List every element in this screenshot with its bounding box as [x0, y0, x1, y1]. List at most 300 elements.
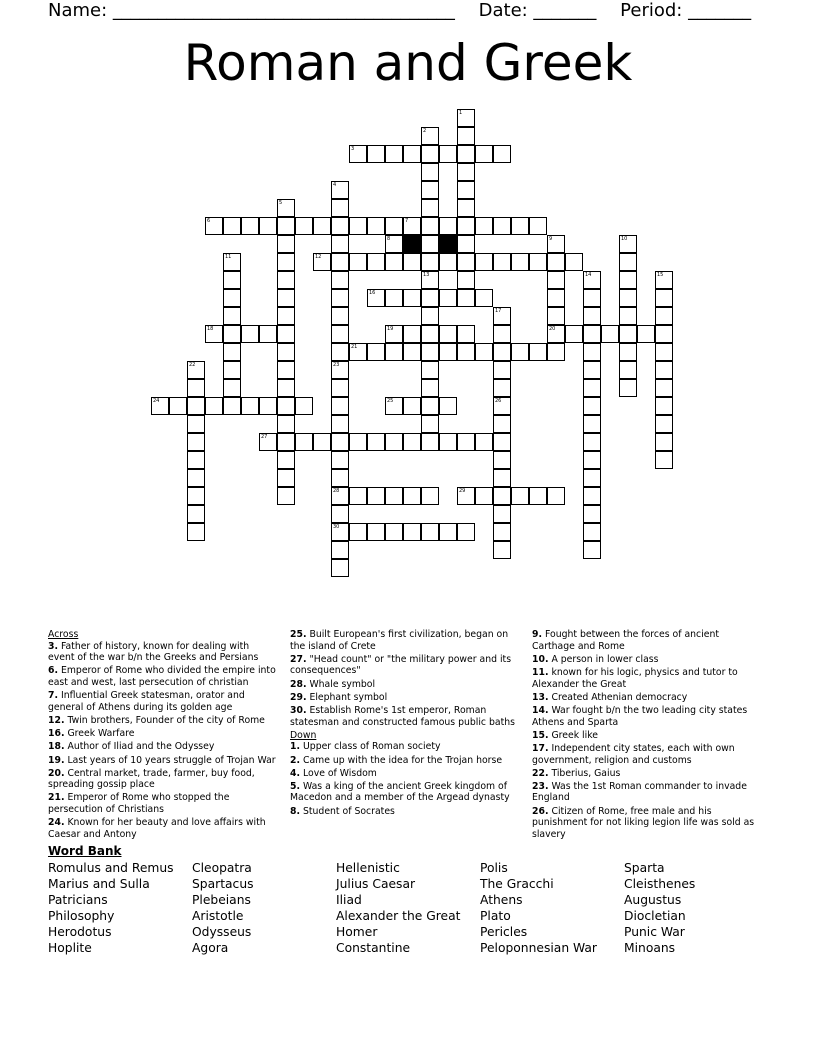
- grid-cell[interactable]: [403, 145, 421, 163]
- grid-cell[interactable]: [385, 217, 403, 235]
- grid-cell[interactable]: [385, 325, 403, 343]
- grid-cell[interactable]: [565, 253, 583, 271]
- grid-cell[interactable]: [439, 217, 457, 235]
- grid-cell[interactable]: [367, 487, 385, 505]
- grid-cell[interactable]: [187, 379, 205, 397]
- grid-cell[interactable]: [223, 289, 241, 307]
- grid-cell[interactable]: [493, 505, 511, 523]
- clue: [532, 705, 762, 728]
- grid-cell[interactable]: [385, 235, 403, 253]
- grid-cell[interactable]: [583, 361, 601, 379]
- grid-cell[interactable]: [457, 181, 475, 199]
- grid-cell[interactable]: [385, 487, 403, 505]
- grid-cell[interactable]: [421, 361, 439, 379]
- grid-cell[interactable]: [493, 217, 511, 235]
- grid-cell[interactable]: [457, 163, 475, 181]
- grid-cell[interactable]: [565, 325, 583, 343]
- grid-cell[interactable]: [349, 487, 367, 505]
- grid-cell[interactable]: [421, 379, 439, 397]
- grid-cell[interactable]: [421, 307, 439, 325]
- word-bank: [48, 860, 788, 960]
- clue-number-label: 21.: [48, 792, 65, 804]
- word-bank-word: Spartacus: [192, 877, 254, 891]
- grid-cell[interactable]: [439, 325, 457, 343]
- grid-cell[interactable]: [583, 523, 601, 541]
- grid-cell[interactable]: [403, 487, 421, 505]
- grid-cell[interactable]: [493, 451, 511, 469]
- grid-cell[interactable]: [457, 289, 475, 307]
- grid-cell[interactable]: [187, 505, 205, 523]
- grid-cell[interactable]: [385, 289, 403, 307]
- clue: [48, 728, 276, 740]
- grid-cell[interactable]: [367, 289, 385, 307]
- grid-cell[interactable]: [619, 379, 637, 397]
- grid-cell[interactable]: [457, 433, 475, 451]
- grid-cell[interactable]: [511, 343, 529, 361]
- grid-cell[interactable]: [385, 145, 403, 163]
- grid-cell[interactable]: [457, 325, 475, 343]
- grid-cell[interactable]: [421, 487, 439, 505]
- grid-cell[interactable]: [547, 289, 565, 307]
- clue-text: War fought b/n the two leading city states Athens and Sparta: [532, 704, 748, 728]
- grid-cell[interactable]: [421, 433, 439, 451]
- grid-cell[interactable]: [475, 433, 493, 451]
- grid-cell[interactable]: [403, 325, 421, 343]
- clue: [532, 768, 762, 780]
- grid-cell[interactable]: [421, 523, 439, 541]
- grid-cell[interactable]: [421, 217, 439, 235]
- grid-cell[interactable]: [223, 397, 241, 415]
- grid-cell[interactable]: [277, 307, 295, 325]
- date-field[interactable]: Date: _______: [478, 0, 597, 21]
- clue-number-label: 17.: [532, 742, 549, 754]
- grid-cell[interactable]: [583, 415, 601, 433]
- grid-cell[interactable]: [277, 487, 295, 505]
- grid-cell[interactable]: [277, 343, 295, 361]
- grid-cell[interactable]: [655, 271, 673, 289]
- grid-cell[interactable]: [475, 217, 493, 235]
- grid-cell[interactable]: [655, 433, 673, 451]
- grid-cell[interactable]: [241, 217, 259, 235]
- clue-number-label: 25.: [290, 629, 307, 640]
- clue: [290, 705, 518, 728]
- grid-cell[interactable]: [547, 271, 565, 289]
- grid-cell[interactable]: [457, 145, 475, 163]
- grid-cell[interactable]: [655, 379, 673, 397]
- grid-cell[interactable]: [331, 199, 349, 217]
- grid-cell[interactable]: [421, 181, 439, 199]
- grid-cell[interactable]: [241, 325, 259, 343]
- grid-cell[interactable]: [583, 451, 601, 469]
- clue-number-label: 15.: [532, 729, 549, 741]
- grid-cell[interactable]: [421, 127, 439, 145]
- grid-cell[interactable]: [493, 253, 511, 271]
- grid-cell[interactable]: [403, 397, 421, 415]
- grid-cell[interactable]: [313, 433, 331, 451]
- grid-cell[interactable]: [475, 253, 493, 271]
- grid-cell[interactable]: [493, 379, 511, 397]
- grid-cell[interactable]: [421, 253, 439, 271]
- grid-cell[interactable]: [511, 217, 529, 235]
- grid-cell[interactable]: [583, 379, 601, 397]
- grid-cell[interactable]: [475, 145, 493, 163]
- clue-number: 20: [549, 326, 556, 332]
- grid-cell[interactable]: [655, 415, 673, 433]
- grid-cell[interactable]: [421, 163, 439, 181]
- clue-number: 29: [459, 488, 466, 494]
- clue-number-label: 3.: [48, 640, 59, 652]
- grid-cell[interactable]: [259, 325, 277, 343]
- clue-number-label: 8.: [290, 805, 301, 817]
- grid-cell[interactable]: [331, 235, 349, 253]
- grid-cell[interactable]: [475, 289, 493, 307]
- grid-cell[interactable]: [655, 307, 673, 325]
- grid-cell[interactable]: [583, 343, 601, 361]
- grid-cell[interactable]: [529, 487, 547, 505]
- grid-cell[interactable]: [457, 235, 475, 253]
- grid-cell[interactable]: [511, 487, 529, 505]
- grid-cell[interactable]: [277, 397, 295, 415]
- grid-cell[interactable]: [187, 361, 205, 379]
- grid-cell[interactable]: [367, 433, 385, 451]
- grid-cell[interactable]: [619, 325, 637, 343]
- word-bank-word: Patricians: [48, 893, 108, 907]
- clue-text: Emperor of Rome who divided the empire into east and west, last persecution of christian: [48, 665, 276, 688]
- grid-cell[interactable]: [583, 505, 601, 523]
- grid-cell[interactable]: [583, 271, 601, 289]
- grid-cell[interactable]: [295, 217, 313, 235]
- grid-cell[interactable]: [637, 325, 655, 343]
- grid-cell[interactable]: [277, 469, 295, 487]
- grid-cell[interactable]: [439, 523, 457, 541]
- word-bank-word: Peloponnesian War: [480, 941, 597, 955]
- grid-cell[interactable]: [277, 451, 295, 469]
- grid-cell[interactable]: [331, 433, 349, 451]
- grid-cell[interactable]: [583, 433, 601, 451]
- grid-cell[interactable]: [403, 433, 421, 451]
- grid-cell[interactable]: [529, 343, 547, 361]
- grid-cell[interactable]: [493, 469, 511, 487]
- grid-cell[interactable]: [457, 487, 475, 505]
- grid-cell[interactable]: [331, 451, 349, 469]
- clue-number-label: 22.: [532, 767, 549, 779]
- grid-cell[interactable]: [583, 325, 601, 343]
- clue-number: 6: [207, 218, 211, 224]
- grid-cell[interactable]: [529, 253, 547, 271]
- grid-cell[interactable]: [349, 217, 367, 235]
- grid-cell[interactable]: [277, 361, 295, 379]
- grid-cell[interactable]: [295, 397, 313, 415]
- clue-text: Elephant symbol: [309, 691, 388, 703]
- grid-cell[interactable]: [223, 325, 241, 343]
- clue-number-label: 7.: [48, 690, 59, 702]
- clue-number: 21: [351, 344, 358, 350]
- grid-cell[interactable]: [205, 217, 223, 235]
- grid-cell[interactable]: [421, 415, 439, 433]
- clue-number: 4: [333, 182, 337, 188]
- clue: [532, 667, 762, 690]
- clue-number: 11: [225, 254, 232, 260]
- grid-cell[interactable]: [277, 271, 295, 289]
- grid-cell[interactable]: [349, 253, 367, 271]
- period-field[interactable]: Period: _______: [620, 0, 752, 21]
- grid-cell[interactable]: [655, 451, 673, 469]
- grid-cell[interactable]: [277, 379, 295, 397]
- grid-cell[interactable]: [493, 145, 511, 163]
- grid-cell[interactable]: [367, 145, 385, 163]
- clue-text: Central market, trade, farmer, buy food, spreading gossip place: [48, 767, 255, 791]
- clue-text: "Head count" or "the military power and its consequences": [290, 653, 512, 677]
- clue: [48, 741, 276, 753]
- grid-cell[interactable]: [223, 307, 241, 325]
- grid-cell[interactable]: [331, 469, 349, 487]
- grid-cell[interactable]: [385, 343, 403, 361]
- grid-cell[interactable]: [223, 343, 241, 361]
- grid-cell[interactable]: [403, 289, 421, 307]
- word-bank-word: Herodotus: [48, 925, 112, 939]
- grid-cell[interactable]: [493, 361, 511, 379]
- grid-cell[interactable]: [277, 289, 295, 307]
- grid-cell[interactable]: [421, 325, 439, 343]
- grid-cell[interactable]: [439, 253, 457, 271]
- grid-cell[interactable]: [421, 271, 439, 289]
- grid-cell[interactable]: [619, 361, 637, 379]
- grid-cell[interactable]: [187, 469, 205, 487]
- grid-cell[interactable]: [187, 487, 205, 505]
- grid-cell[interactable]: [493, 415, 511, 433]
- grid-cell[interactable]: [457, 127, 475, 145]
- grid-cell[interactable]: [313, 253, 331, 271]
- clue-number-label: 11.: [532, 666, 549, 678]
- grid-cell[interactable]: [457, 343, 475, 361]
- clue-number-label: 18.: [48, 741, 65, 753]
- grid-cell[interactable]: [331, 181, 349, 199]
- grid-cell[interactable]: [331, 217, 349, 235]
- grid-cell[interactable]: [457, 523, 475, 541]
- grid-cell[interactable]: [331, 541, 349, 559]
- grid-cell[interactable]: [223, 217, 241, 235]
- grid-cell[interactable]: [655, 361, 673, 379]
- grid-cell[interactable]: [259, 397, 277, 415]
- grid-cell[interactable]: [421, 145, 439, 163]
- grid-cell[interactable]: [187, 523, 205, 541]
- grid-cell[interactable]: [169, 397, 187, 415]
- grid-cell[interactable]: [241, 397, 259, 415]
- grid-cell[interactable]: [493, 397, 511, 415]
- grid-cell[interactable]: [655, 397, 673, 415]
- grid-cell[interactable]: [583, 469, 601, 487]
- grid-cell[interactable]: [331, 523, 349, 541]
- grid-cell[interactable]: [223, 253, 241, 271]
- grid-cell[interactable]: [493, 307, 511, 325]
- grid-cell[interactable]: [187, 451, 205, 469]
- grid-cell[interactable]: [403, 253, 421, 271]
- clue: [48, 641, 276, 664]
- grid-cell[interactable]: [439, 397, 457, 415]
- clue-number: 17: [495, 308, 502, 314]
- grid-cell[interactable]: [385, 433, 403, 451]
- grid-cell[interactable]: [259, 433, 277, 451]
- grid-cell[interactable]: [619, 343, 637, 361]
- clue-number: 24: [153, 398, 160, 404]
- grid-cell[interactable]: [259, 217, 277, 235]
- clue-number-label: 10.: [532, 653, 549, 665]
- grid-cell[interactable]: [403, 523, 421, 541]
- clue-text: Created Athenian democracy: [551, 691, 688, 703]
- name-field[interactable]: Name: ______________________________________: [48, 0, 455, 21]
- grid-cell[interactable]: [619, 289, 637, 307]
- grid-cell[interactable]: [421, 199, 439, 217]
- grid-cell[interactable]: [349, 523, 367, 541]
- grid-cell[interactable]: [439, 343, 457, 361]
- grid-cell[interactable]: [331, 361, 349, 379]
- grid-cell[interactable]: [493, 325, 511, 343]
- grid-cell[interactable]: [655, 325, 673, 343]
- grid-cell[interactable]: [511, 253, 529, 271]
- grid-cell[interactable]: [403, 217, 421, 235]
- grid-cell[interactable]: [619, 307, 637, 325]
- grid-cell[interactable]: [493, 541, 511, 559]
- grid-cell[interactable]: [367, 217, 385, 235]
- clue: [290, 692, 518, 704]
- grid-cell[interactable]: [655, 289, 673, 307]
- clue-number: 10: [621, 236, 628, 242]
- grid-cell[interactable]: [277, 235, 295, 253]
- grid-cell[interactable]: [349, 343, 367, 361]
- grid-cell[interactable]: [187, 433, 205, 451]
- grid-cell[interactable]: [547, 325, 565, 343]
- grid-cell[interactable]: [367, 343, 385, 361]
- clue-text: Was the 1st Roman commander to invade England: [532, 780, 747, 804]
- grid-cell[interactable]: [655, 343, 673, 361]
- grid-cell[interactable]: [277, 415, 295, 433]
- grid-cell[interactable]: [277, 199, 295, 217]
- grid-cell[interactable]: [457, 217, 475, 235]
- grid-cell[interactable]: [331, 505, 349, 523]
- clue: [532, 730, 762, 742]
- grid-cell[interactable]: [295, 433, 313, 451]
- grid-cell[interactable]: [421, 343, 439, 361]
- grid-cell[interactable]: [331, 343, 349, 361]
- grid-cell[interactable]: [349, 145, 367, 163]
- grid-cell[interactable]: [583, 307, 601, 325]
- grid-cell[interactable]: [457, 271, 475, 289]
- clue-text: Twin brothers, Founder of the city of Rome: [67, 714, 265, 726]
- clue: [48, 755, 276, 767]
- clue: [48, 690, 276, 713]
- clue-number: 16: [369, 290, 376, 296]
- grid-cell[interactable]: [439, 433, 457, 451]
- grid-cell[interactable]: [421, 235, 439, 253]
- grid-cell[interactable]: [331, 397, 349, 415]
- grid-cell[interactable]: [547, 487, 565, 505]
- grid-cell[interactable]: [385, 523, 403, 541]
- grid-cell[interactable]: [475, 343, 493, 361]
- grid-cell[interactable]: [367, 253, 385, 271]
- grid-cell[interactable]: [331, 379, 349, 397]
- clue: [48, 768, 276, 791]
- clue-text: Last years of 10 years struggle of Trojan War: [67, 754, 276, 766]
- grid-cell[interactable]: [403, 343, 421, 361]
- grid-cell[interactable]: [547, 235, 565, 253]
- grid-cell[interactable]: [619, 235, 637, 253]
- grid-cell[interactable]: [331, 307, 349, 325]
- grid-cell[interactable]: [277, 325, 295, 343]
- grid-cell[interactable]: [439, 145, 457, 163]
- clue-text: Built European's first civilization, began on the island of Crete: [290, 629, 509, 652]
- grid-cell[interactable]: [493, 343, 511, 361]
- grid-cell[interactable]: [331, 253, 349, 271]
- grid-cell[interactable]: [331, 487, 349, 505]
- grid-cell[interactable]: [187, 415, 205, 433]
- grid-cell[interactable]: [547, 307, 565, 325]
- clue-number-label: 26.: [532, 805, 549, 817]
- word-bank-word: Athens: [480, 893, 523, 907]
- down-heading: Down: [290, 729, 317, 741]
- grid-cell[interactable]: [439, 289, 457, 307]
- grid-cell[interactable]: [547, 253, 565, 271]
- grid-cell[interactable]: [583, 487, 601, 505]
- clue: [290, 741, 518, 753]
- grid-cell[interactable]: [331, 325, 349, 343]
- grid-cell[interactable]: [349, 433, 367, 451]
- clue-number-label: 1.: [290, 741, 301, 753]
- clue-text: Student of Socrates: [302, 805, 395, 817]
- grid-cell[interactable]: [457, 253, 475, 271]
- clue-number: 14: [585, 272, 592, 278]
- clue: [532, 743, 762, 766]
- grid-cell[interactable]: [457, 109, 475, 127]
- clue-number-label: 2.: [290, 754, 301, 766]
- grid-cell[interactable]: [151, 397, 169, 415]
- grid-cell[interactable]: [583, 397, 601, 415]
- grid-cell[interactable]: [475, 487, 493, 505]
- grid-cell[interactable]: [313, 217, 331, 235]
- grid-cell[interactable]: [529, 217, 547, 235]
- grid-cell[interactable]: [493, 487, 511, 505]
- grid-cell[interactable]: [277, 217, 295, 235]
- grid-cell[interactable]: [385, 253, 403, 271]
- grid-cell[interactable]: [277, 253, 295, 271]
- grid-cell[interactable]: [367, 523, 385, 541]
- grid-cell[interactable]: [331, 271, 349, 289]
- grid-cell[interactable]: [421, 397, 439, 415]
- grid-cell[interactable]: [277, 433, 295, 451]
- grid-cell[interactable]: [421, 289, 439, 307]
- clue-text: Emperor of Rome who stopped the persecution of Christians: [48, 792, 230, 816]
- grid-cell[interactable]: [583, 541, 601, 559]
- grid-cell[interactable]: [493, 523, 511, 541]
- grid-cell[interactable]: [583, 289, 601, 307]
- grid-cell[interactable]: [205, 325, 223, 343]
- grid-cell[interactable]: [331, 559, 349, 577]
- grid-cell[interactable]: [457, 199, 475, 217]
- grid-cell[interactable]: [619, 253, 637, 271]
- grid-cell[interactable]: [547, 343, 565, 361]
- grid-cell[interactable]: [493, 433, 511, 451]
- grid-cell[interactable]: [385, 397, 403, 415]
- grid-cell[interactable]: [331, 289, 349, 307]
- grid-cell[interactable]: [187, 397, 205, 415]
- word-bank-word: Hoplite: [48, 941, 92, 955]
- grid-cell[interactable]: [601, 325, 619, 343]
- grid-cell[interactable]: [205, 397, 223, 415]
- grid-cell[interactable]: [331, 415, 349, 433]
- grid-cell[interactable]: [223, 271, 241, 289]
- grid-cell[interactable]: [223, 361, 241, 379]
- grid-cell[interactable]: [619, 271, 637, 289]
- grid-cell[interactable]: [223, 379, 241, 397]
